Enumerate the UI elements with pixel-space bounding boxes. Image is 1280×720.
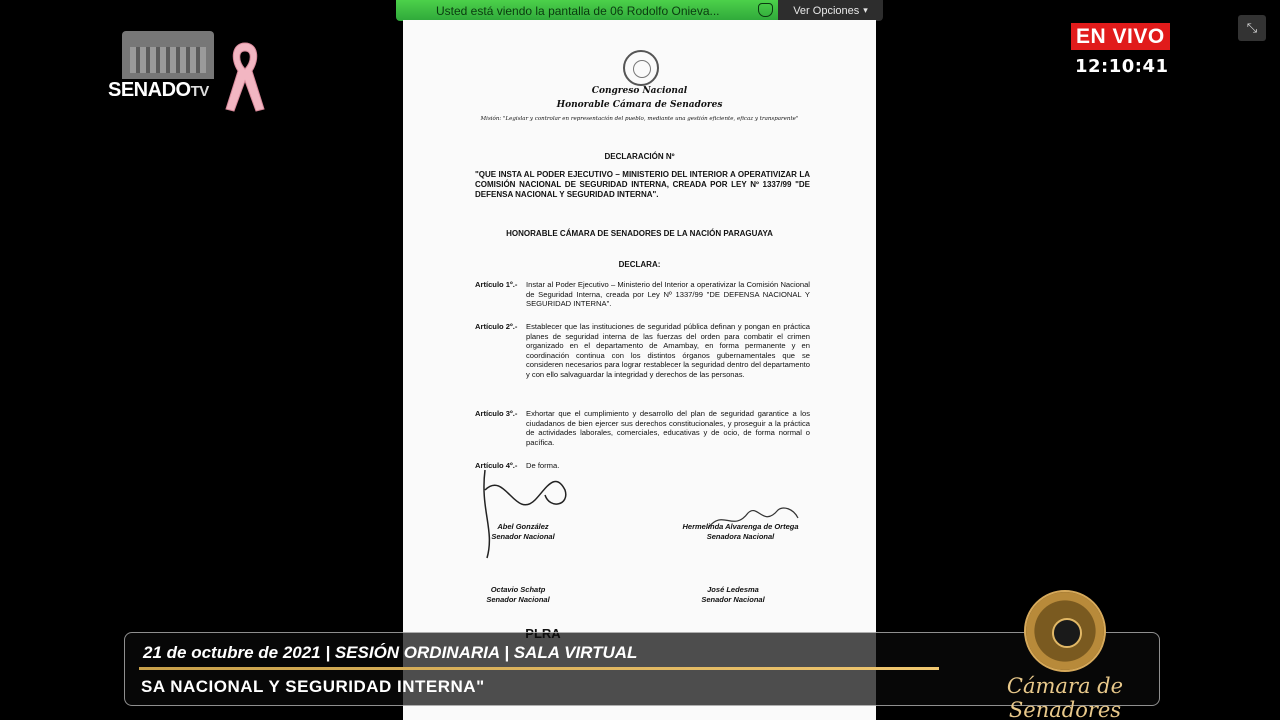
screen-share-banner — [396, 0, 883, 21]
doc-article-1: Artículo 1º.- Instar al Poder Ejecutivo – Ministerio del Interior a operativizar la Comisión Nacional de Seguridad Interna, creada por Ley Nº 1337/99 "DE DEFENSA NACIONAL Y SEGURIDAD INTERNA". — [475, 280, 810, 309]
doc-motto: Misión: "Legislar y controlar en representación del pueblo, mediante una gestión eficiente, eficaz y transparente" — [480, 116, 799, 122]
doc-title: "QUE INSTA AL PODER EJECUTIVO – MINISTERIO DEL INTERIOR A OPERATIVIZAR LA COMISIÓN NACIONAL DE SEGURIDAD INTERNA, CREADA POR LEY Nº 1337/99 "DE DEFENSA NACIONAL Y SEGURIDAD INTERNA". — [475, 170, 810, 199]
doc-article-4: Artículo 4º.- De forma. — [475, 461, 560, 470]
building-icon — [122, 31, 214, 79]
republic-seal-icon — [1024, 590, 1106, 672]
collapse-icon: ⤡ — [1246, 20, 1258, 35]
view-options-button[interactable]: Ver Opciones ▾ — [778, 0, 883, 21]
session-date-line: 21 de octubre de 2021 | SESIÓN ORDINARIA | SALA VIRTUAL — [143, 643, 638, 662]
chevron-down-icon: ▾ — [863, 5, 868, 15]
pink-ribbon-icon — [220, 39, 270, 113]
doc-chamber: HONORABLE CÁMARA DE SENADORES DE LA NACIÓN PARAGUAYA — [506, 229, 773, 238]
logo-text: SENADOTV — [108, 79, 209, 101]
live-badge: EN VIVO — [1071, 23, 1170, 50]
news-ticker: SA NACIONAL Y SEGURIDAD INTERNA" — [141, 677, 485, 696]
signature-block-gonzalez: Abel González Senador Nacional — [491, 522, 555, 541]
signature-scribble-1 — [475, 450, 585, 560]
shield-icon — [758, 3, 773, 17]
chamber-name: Cámara de Senadores — [1006, 674, 1124, 720]
gold-divider — [139, 667, 939, 670]
doc-article-2: Artículo 2º.- Establecer que las instituciones de seguridad pública definan y pongan en práctica planes de seguridad interna de las fuerzas del orden para combatir el crimen organizado en el departamento de Amambay, en forma permanente y en coordinación continua con los distintos órganos gubernamentales que se consideren necesarios para lograr restablecer la seguridad dentro del departamento y con ello salvaguardar la integridad y derechos de las personas. — [475, 322, 810, 379]
signature-block-alvarenga: Hermelinda Alvarenga de Ortega Senadora Nacional — [682, 522, 799, 541]
share-message: Usted está viendo la pantalla de 06 Rodolfo Onieva... — [396, 0, 778, 21]
live-clock: 12:10:41 — [1075, 56, 1169, 77]
signature-block-ledesma: José Ledesma Senador Nacional — [701, 585, 765, 604]
exit-fullscreen-button[interactable] — [1238, 15, 1266, 41]
doc-header-congreso: Congreso Nacional — [591, 86, 688, 96]
shared-document — [403, 20, 876, 720]
congress-seal-icon — [623, 50, 659, 86]
senado-tv-logo — [106, 27, 274, 117]
signature-block-schatp: Octavio Schatp Senador Nacional — [486, 585, 550, 604]
doc-header-camara: Honorable Cámara de Senadores — [556, 100, 723, 110]
doc-declaration-heading: DECLARACIÓN Nº — [604, 152, 675, 161]
doc-declara: DECLARA: — [618, 260, 661, 269]
doc-article-3: Artículo 3º.- Exhortar que el cumplimiento y desarrollo del plan de seguridad garantice a los ciudadanos de bien ejercer sus derechos constitucionales, y proseguir a la práctica de actividades laborales, comerciales, educativas y de ocio, de forma normal o pacífica. — [475, 409, 810, 447]
